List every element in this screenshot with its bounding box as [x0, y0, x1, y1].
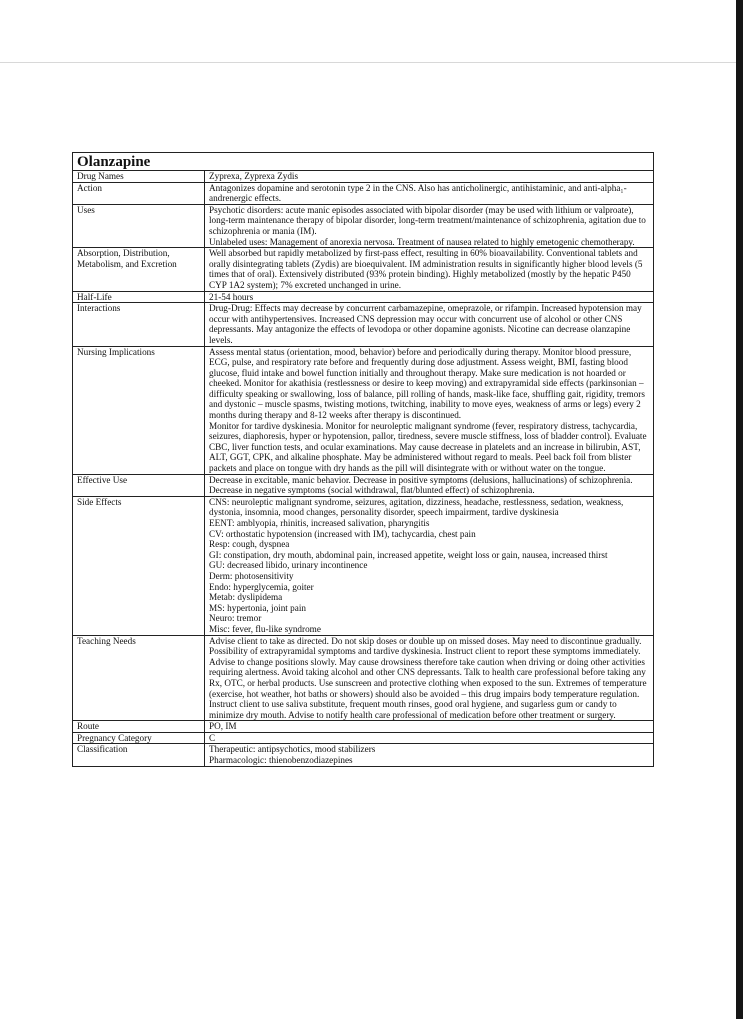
row-label: Nursing Implications	[73, 346, 205, 474]
value-line: Misc: fever, flu-like syndrome	[209, 623, 321, 634]
row-label: Absorption, Distribution, Metabolism, and Excretion	[73, 248, 205, 291]
row-label: Drug Names	[73, 171, 205, 183]
value-line: Metab: dyslipidema	[209, 592, 283, 603]
row-value	[205, 496, 654, 635]
value-line: CV: orthostatic hypotension (increased with IM), tachycardia, chest pain	[209, 528, 476, 539]
row-label: Classification	[73, 744, 205, 766]
table-row	[73, 346, 654, 474]
scan-artifact-line	[0, 62, 743, 63]
row-label: Teaching Needs	[73, 635, 205, 721]
value-line: Psychotic disorders: acute manic episodes associated with bipolar disorder (may be used with lithium or valproate), long-term maintenance therapy of bipolar disorder, long-term treatment/maintenance of schizophrenia, agitation due to schizophrenia or mania (IM).	[209, 204, 646, 236]
table-row	[73, 171, 654, 183]
drug-title: Olanzapine	[72, 152, 654, 170]
row-label: Half-Life	[73, 291, 205, 303]
row-value	[205, 303, 654, 346]
table-row	[73, 721, 654, 733]
value-line: GU: decreased libido, urinary incontinence	[209, 560, 368, 571]
row-value	[205, 721, 654, 733]
row-label: Route	[73, 721, 205, 733]
drug-card	[72, 152, 654, 767]
value-line: Drug-Drug: Effects may decrease by concurrent carbamazepine, omeprazole, or rifampin. Increased hypotension may occur with antihypertensives. Increased CNS depression may occur with concurrent use of alcohol or other CNS depressants. May antagonize the effects of levodopa or other dopamine agonists. Nicotine can decrease olanzapine levels.	[209, 303, 642, 345]
value-line: Resp: cough, dyspnea	[209, 539, 290, 550]
table-row	[73, 291, 654, 303]
table-body	[73, 171, 654, 767]
value-line: EENT: amblyopia, rhinitis, increased salivation, pharyngitis	[209, 518, 430, 528]
value-line: Antagonizes dopamine and serotonin type 2 in the CNS. Also has anticholinergic, antihistaminic, and anti-alpha₁-andrenergic effects.	[209, 182, 627, 204]
value-line: GI: constipation, dry mouth, abdominal pain, increased appetite, weight loss or gain, nausea, increased thirst	[209, 549, 608, 560]
row-label: Effective Use	[73, 474, 205, 496]
row-value	[205, 171, 654, 183]
value-line: Monitor for tardive dyskinesia. Monitor for neuroleptic malignant syndrome (fever, respiratory distress, tachycardia, seizures, diaphoresis, hyper or hypotension, pallor, tiredness, severe muscle stiffness, loss of bladder control). Evaluate CBC, liver function tests, and ocular examinations. May cause decrease in platelets and an increase in bilirubin, AST, ALT, GGT, CPK, and alkaline phosphate. May be administered without regard to meals. Peel back foil from blister packets and place on tongue with dry hands as the pill will disintegrate with or without water on the tongue.	[209, 420, 647, 474]
value-line: Assess mental status (orientation, mood, behavior) before and periodically during therapy. Monitor blood pressure, ECG, pulse, and respiratory rate before and frequently during dose adjustment. Assess weight, BMI, fasting blood glucose, fluid intake and bowel function initially and throughout therapy. Make sure medication is not hoarded or cheeked. Monitor for akathisia (restlessness or desire to keep moving) and extrapyramidal side effects (parkinsonian – difficulty speaking or swallowing, loss of balance, pill rolling of hands, mask-like face, shuffling gait, rigidity, tremors and dystonic – muscle spasms, twisting motions, twitching, inability to move eyes, weakness of arms or legs) every 2 months during therapy and 8-12 weeks after therapy is discontinued.	[209, 346, 645, 421]
value-line: Neuro: tremor	[209, 613, 262, 624]
row-label: Pregnancy Category	[73, 732, 205, 744]
value-line: CNS: neuroleptic malignant syndrome, seizures, agitation, dizziness, headache, restlessness, sedation, weakness, dystonia, insomnia, mood changes, personality disorder, speech impairment, tardive dyskinesia	[209, 496, 624, 518]
value-line: C	[209, 732, 216, 743]
value-line: 21-54 hours	[209, 291, 254, 302]
value-line: Well absorbed but rapidly metabolized by first-pass effect, resulting in 60% bioavailability. Conventional tablets and orally disintegrating tablets (Zydis) are bioequivalent. IM administration results in significantly higher blood levels (5 times that of oral). Extensively distributed (93% protein binding). Highly metabolized (mostly by the hepatic P450 CYP 1A2 system); 7% excreted unchanged in urine.	[209, 248, 643, 290]
row-value	[205, 474, 654, 496]
row-label: Side Effects	[73, 496, 205, 635]
row-value	[205, 635, 654, 721]
table-row	[73, 248, 654, 291]
value-line: Pharmacologic: thienobenzodiazepines	[209, 755, 353, 766]
table-row	[73, 496, 654, 635]
row-label: Interactions	[73, 303, 205, 346]
table-row	[73, 303, 654, 346]
value-line: Endo: hyperglycemia, goiter	[209, 581, 314, 592]
table-row	[73, 635, 654, 721]
table-row	[73, 732, 654, 744]
value-line: PO, IM	[209, 721, 237, 732]
scan-edge	[736, 0, 743, 1019]
row-label: Uses	[73, 204, 205, 247]
value-line: Advise client to take as directed. Do not skip doses or double up on missed doses. May need to discontinue gradually. Possibility of extrapyramidal symptoms and tardive dyskinesia. Instruct client to report these symptoms immediately. Advise to change positions slowly. May cause drowsiness therefore take caution when driving or doing other activities requiring alertness. Avoid taking alcohol and other CNS depressants. Talk to health care professional before taking any Rx, OTC, or herbal products. Use sunscreen and protective clothing when exposed to the sun. Extremes of temperature (exercise, hot weather, hot baths or showers) should also be avoided – this drug impairs body temperature regulation. Instruct client to use saliva substitute, frequent mouth rinses, good oral hygiene, and sugarless gum or candy to minimize dry mouth. Advise to notify health care professional of medication before other treatment or surgery.	[209, 635, 647, 720]
table-row	[73, 204, 654, 247]
row-value	[205, 291, 654, 303]
value-line: Decrease in excitable, manic behavior. Decrease in positive symptoms (delusions, hallucinations) of schizophrenia. Decrease in negative symptoms (social withdrawal, flat/blunted effect) of schizophrenia.	[209, 474, 633, 496]
value-line: MS: hypertonia, joint pain	[209, 602, 306, 613]
table-row	[73, 182, 654, 204]
row-value	[205, 204, 654, 247]
row-value	[205, 346, 654, 474]
row-value	[205, 732, 654, 744]
table-row	[73, 474, 654, 496]
value-line: Therapeutic: antipsychotics, mood stabilizers	[209, 744, 376, 755]
drug-info-table	[72, 170, 654, 767]
row-value	[205, 182, 654, 204]
row-value	[205, 248, 654, 291]
row-value	[205, 744, 654, 766]
value-line: Zyprexa, Zyprexa Zydis	[209, 171, 299, 181]
row-label: Action	[73, 182, 205, 204]
value-line: Derm: photosensitivity	[209, 570, 294, 581]
table-row	[73, 744, 654, 766]
value-line: Unlabeled uses: Management of anorexia nervosa. Treatment of nausea related to highly emetogenic chemotherapy.	[209, 236, 635, 247]
